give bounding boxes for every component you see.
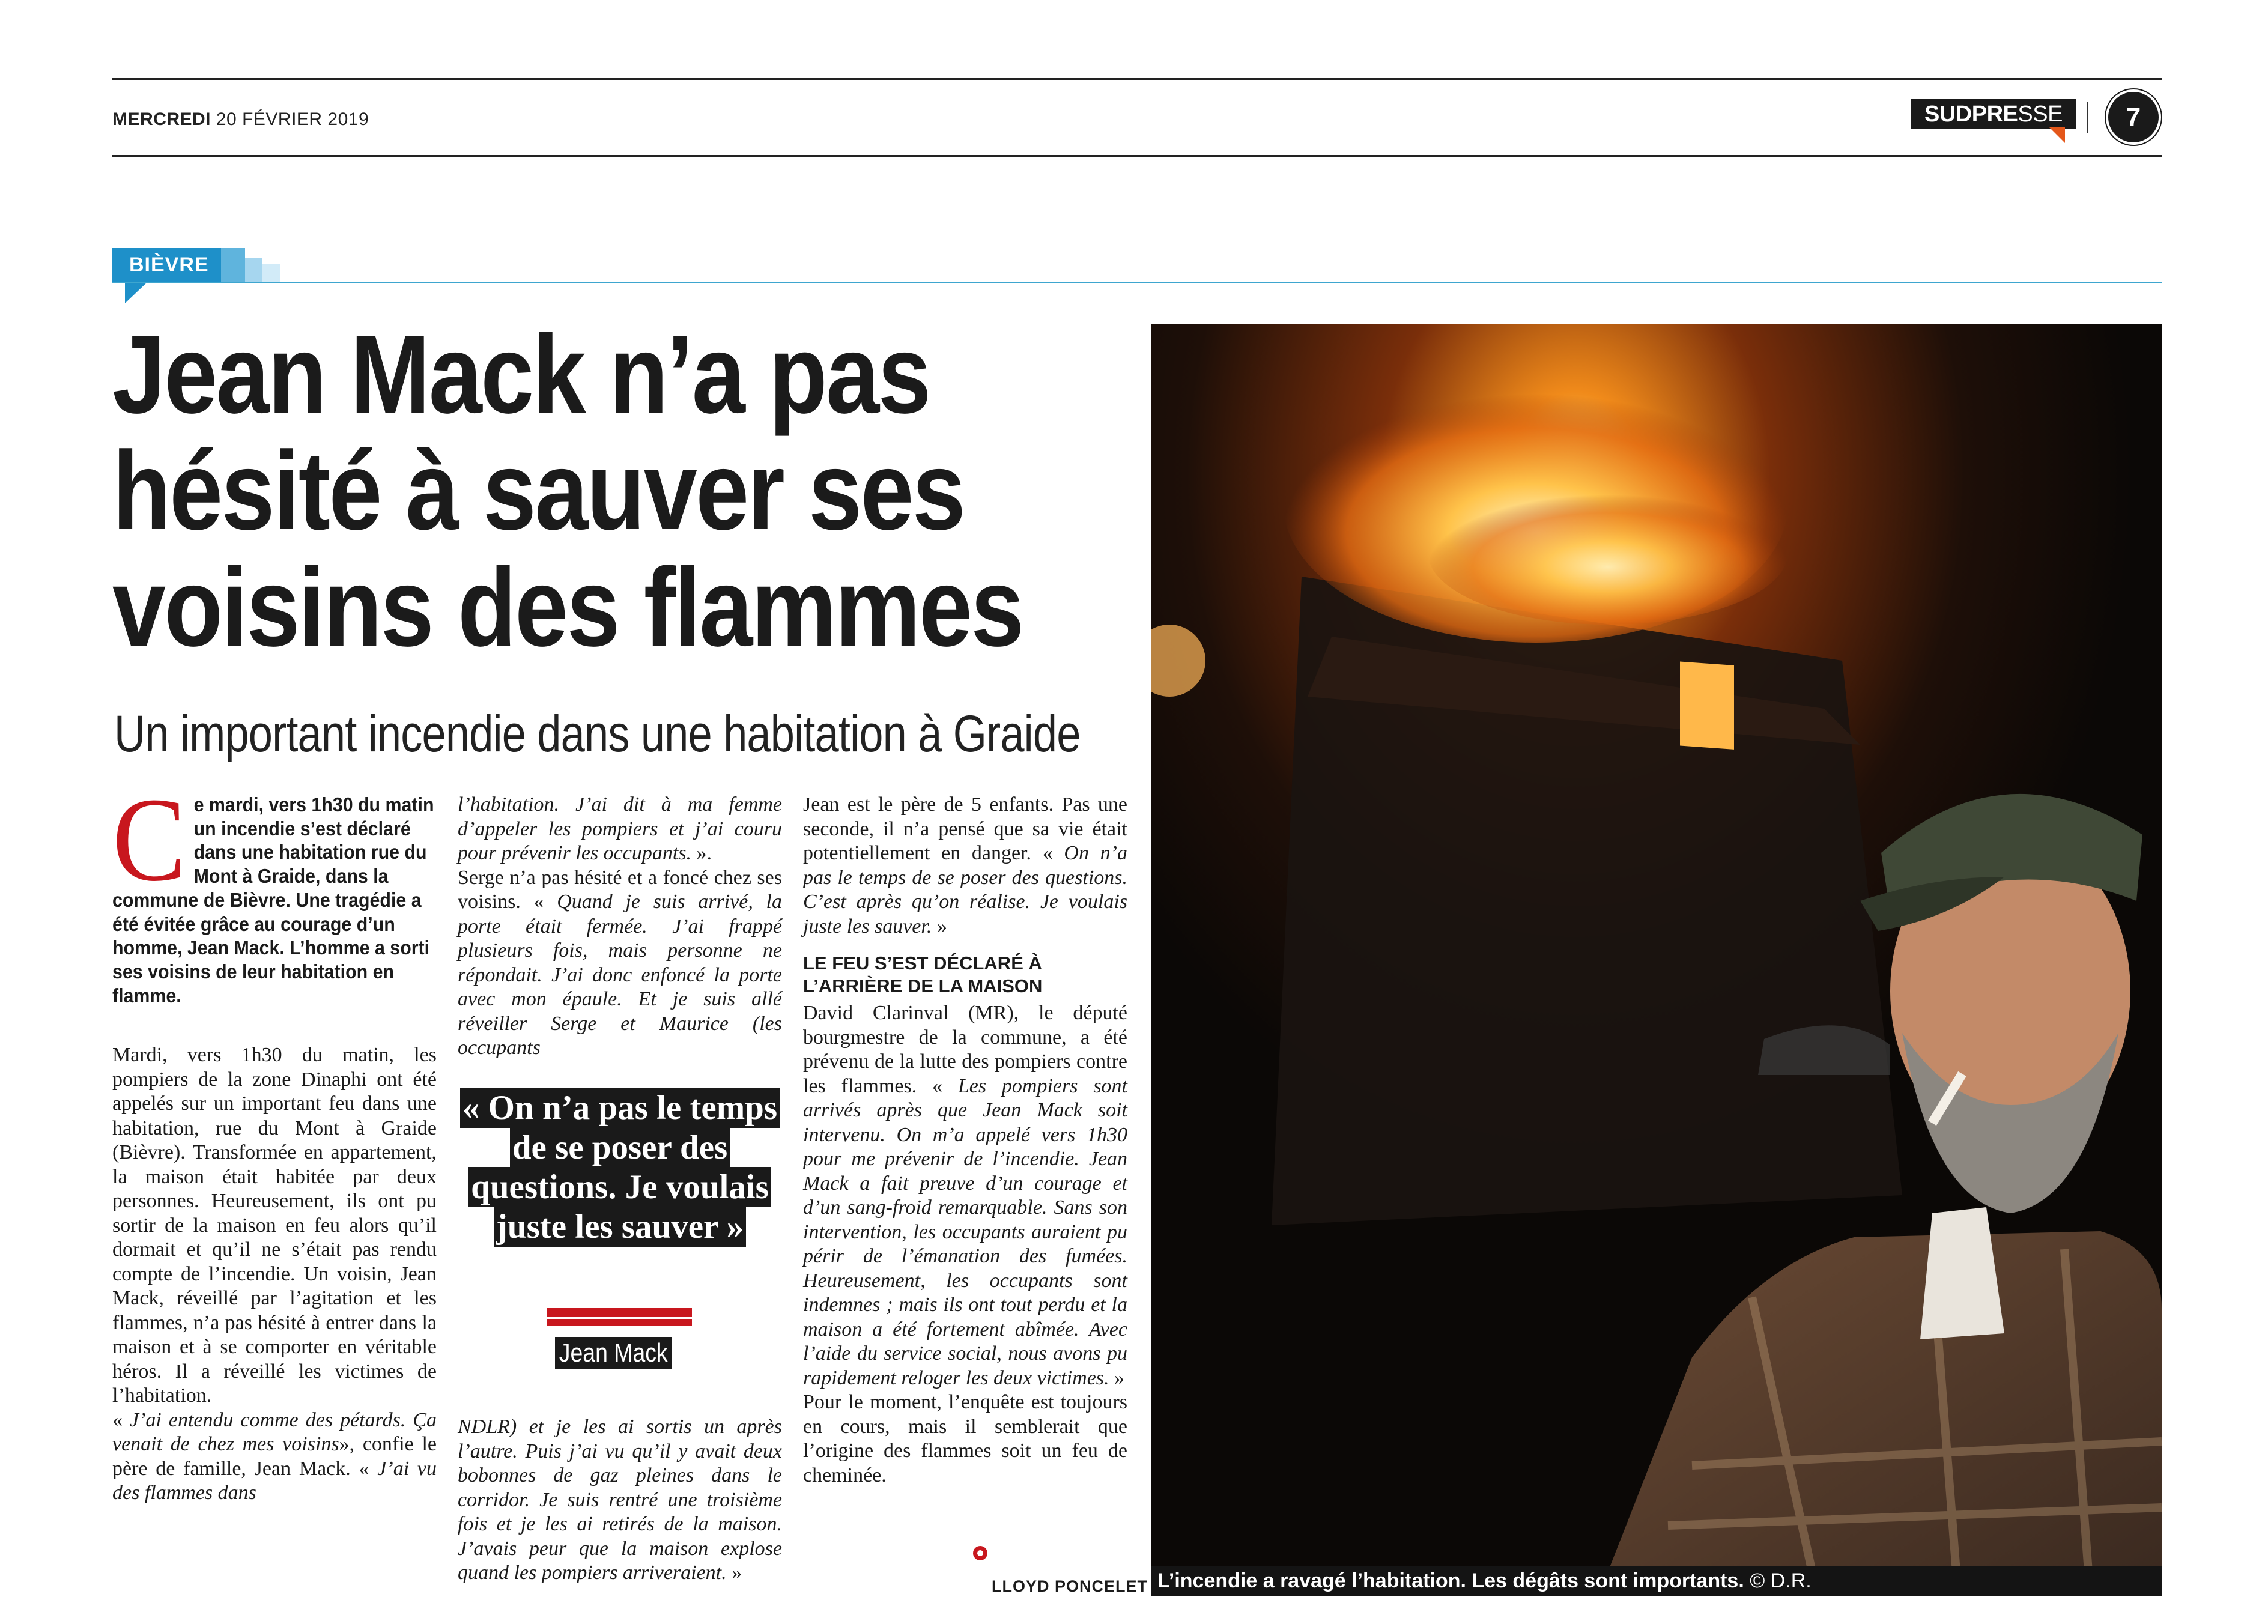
- pull-quote-text: « On n’a pas le temps de se poser des questions. Je voulais juste les sauver »: [460, 1088, 780, 1247]
- page-number: 7: [2108, 92, 2159, 142]
- body-paragraph: Mardi, vers 1h30 du matin, les pompiers de la zone Dinaphi ont été appelés sur un important feu dans une habitation, rue du Mont à Graide (Bièvre). Transformée en appartement, la maison était habitée par deux personnes. Heureusement, ils ont pu sortir de la maison en feu alors qu’il dormait et qu’il ne s’était pas rendu compte de l’incendie. Un voisin, Jean Mack, réveillé par l’agitation et les flammes, n’a pas hésité à entrer dans la maison et à se comporter en véritable héros. Il a réveillé les victimes de l’habitation.: [112, 1044, 437, 1407]
- body-paragraph: [458, 866, 782, 1061]
- brand-logo-bold: SUDPRE: [1924, 102, 2018, 127]
- kicker-block-deco: [221, 248, 245, 282]
- kicker-block-deco: [245, 258, 262, 282]
- headline: [112, 312, 1023, 670]
- brand-logo: [1911, 99, 2076, 129]
- kicker-rule: [112, 282, 2162, 283]
- kicker-block-deco: [262, 264, 280, 282]
- end-mark-icon: [973, 1546, 987, 1560]
- body-text: »: [726, 1562, 742, 1584]
- quote-text: J’ai vu des flammes dans: [112, 1457, 437, 1504]
- body-paragraph: [803, 793, 1127, 939]
- kicker-pointer-icon: [125, 282, 148, 303]
- body-text: Jean est le père de 5 enfants. Pas une seconde, il n’a pensé que sa vie était potentiellement en danger. «: [803, 793, 1127, 864]
- quote-text: NDLR) et je les ai sortis un après l’autre. Puis j’ai vu qu’il y avait deux bobonnes de gaz pleines dans le corridor. Je suis rentré une troisième fois et je les ai retirés de la maison. J’avais peur que la maison explose quand les pompiers arriveraient.: [458, 1416, 782, 1584]
- quote-text: J’ai entendu comme des pétards. Ça venait de chez mes voisins: [112, 1408, 437, 1456]
- body-paragraph: [458, 1415, 782, 1586]
- subheadline: Un important incendie dans une habitation à Graide: [114, 705, 1081, 763]
- body-paragraph: [803, 1001, 1127, 1390]
- drop-cap: C: [112, 774, 186, 906]
- issue-day: MERCREDI: [112, 109, 211, 129]
- header-bottom-rule: [112, 155, 2162, 157]
- article-column-3: [803, 793, 1127, 1488]
- headline-line: Jean Mack n’a pas: [112, 312, 930, 437]
- byline: LLOYD PONCELET: [992, 1577, 1148, 1595]
- lede-text: e mardi, vers 1h30 du matin un incendie s’est déclaré dans une habitation rue du Mont à Graide, dans la commune de Bièvre. Une tragédie a été évitée grâce au courage d’un homme, Jean Mack. L’homme a sorti ses voisins de leur habitation en flamme.: [112, 793, 434, 1007]
- article-column-2: [458, 793, 782, 1061]
- fire-and-man-photo-illustration: [1151, 324, 2162, 1572]
- issue-date-text: 20 FÉVRIER 2019: [216, 109, 369, 129]
- top-rule: [112, 78, 2162, 80]
- headline-line: voisins des flammes: [112, 545, 1023, 670]
- body-text: », confie le père de famille, Jean Mack. «: [112, 1433, 437, 1480]
- body-text: »: [1109, 1366, 1125, 1389]
- brand-logo-triangle-icon: [2049, 127, 2065, 143]
- article-column-2-continued: [458, 1415, 782, 1586]
- brand-logo-light: SSE: [2018, 102, 2063, 127]
- pull-quote: [458, 1088, 782, 1247]
- photo-caption-text: L’incendie a ravagé l’habitation. Les dégâts sont importants.: [1157, 1569, 1744, 1592]
- section-kicker: BIÈVRE: [112, 248, 226, 282]
- quote-text: Les pompiers sont arrivés après que Jean Mack soit intervenu. On m’a appelé vers 1h30 pour me prévenir de l’incendie. Jean Mack a fait preuve d’un courage et d’un sang-froid remarquable. Sans son intervention, les occupants auraient pu périr de l’émanation des fumées. Heureusement, les occupants sont indemnes ; mais ils ont tout perdu et la maison a été fortement abîmée. Avec l’aide du service social, nous avons pu rapidement reloger les deux victimes.: [803, 1074, 1127, 1389]
- lede-paragraph: [112, 774, 437, 1007]
- body-paragraph: Pour le moment, l’enquête est toujours en cours, mais il semblerait que l’origine des flammes soit un feu de cheminée.: [803, 1391, 1127, 1486]
- photo-caption: [1151, 1566, 2162, 1596]
- body-paragraph: [112, 1408, 437, 1506]
- body-text: David Clarinval (MR), le député bourgmestre de la commune, a été prévenu de la lutte des pompiers contre les flammes. «: [803, 1002, 1127, 1097]
- headline-line: hésité à sauver ses: [112, 429, 965, 553]
- body-paragraph: [458, 793, 782, 866]
- body-text: »: [932, 915, 947, 938]
- pull-quote-bar-stripe: [547, 1317, 692, 1319]
- photo-credit: © D.R.: [1750, 1569, 1812, 1592]
- quote-text: On n’a pas le temps de se poser des questions. C’est après qu’on réalise. Je voulais juste les sauver.: [803, 842, 1127, 938]
- article-photo: [1151, 324, 2162, 1572]
- body-text: ».: [691, 842, 712, 864]
- article-column-1: [112, 774, 437, 1506]
- quote-text: Quand je suis arrivé, la porte était fermée. J’ai frappé plusieurs fois, mais personne ne répondait. J’ai donc enfoncé la porte avec mon épaule. Et je suis allé réveiller Serge et Maurice (les occupants: [458, 891, 783, 1059]
- pull-quote-author: Jean Mack: [555, 1337, 672, 1369]
- issue-date: [112, 109, 369, 130]
- body-text: Serge n’a pas hésité et a foncé chez ses voisins. «: [458, 866, 782, 913]
- header-separator: [2087, 102, 2088, 133]
- quote-mark: «: [112, 1408, 130, 1431]
- intertitle: LE FEU S’EST DÉCLARÉ À L’ARRIÈRE DE LA MAISON: [803, 953, 1043, 996]
- quote-text: l’habitation. J’ai dit à ma femme d’appeler les pompiers et j’ai couru pour prévenir les occupants.: [458, 793, 782, 864]
